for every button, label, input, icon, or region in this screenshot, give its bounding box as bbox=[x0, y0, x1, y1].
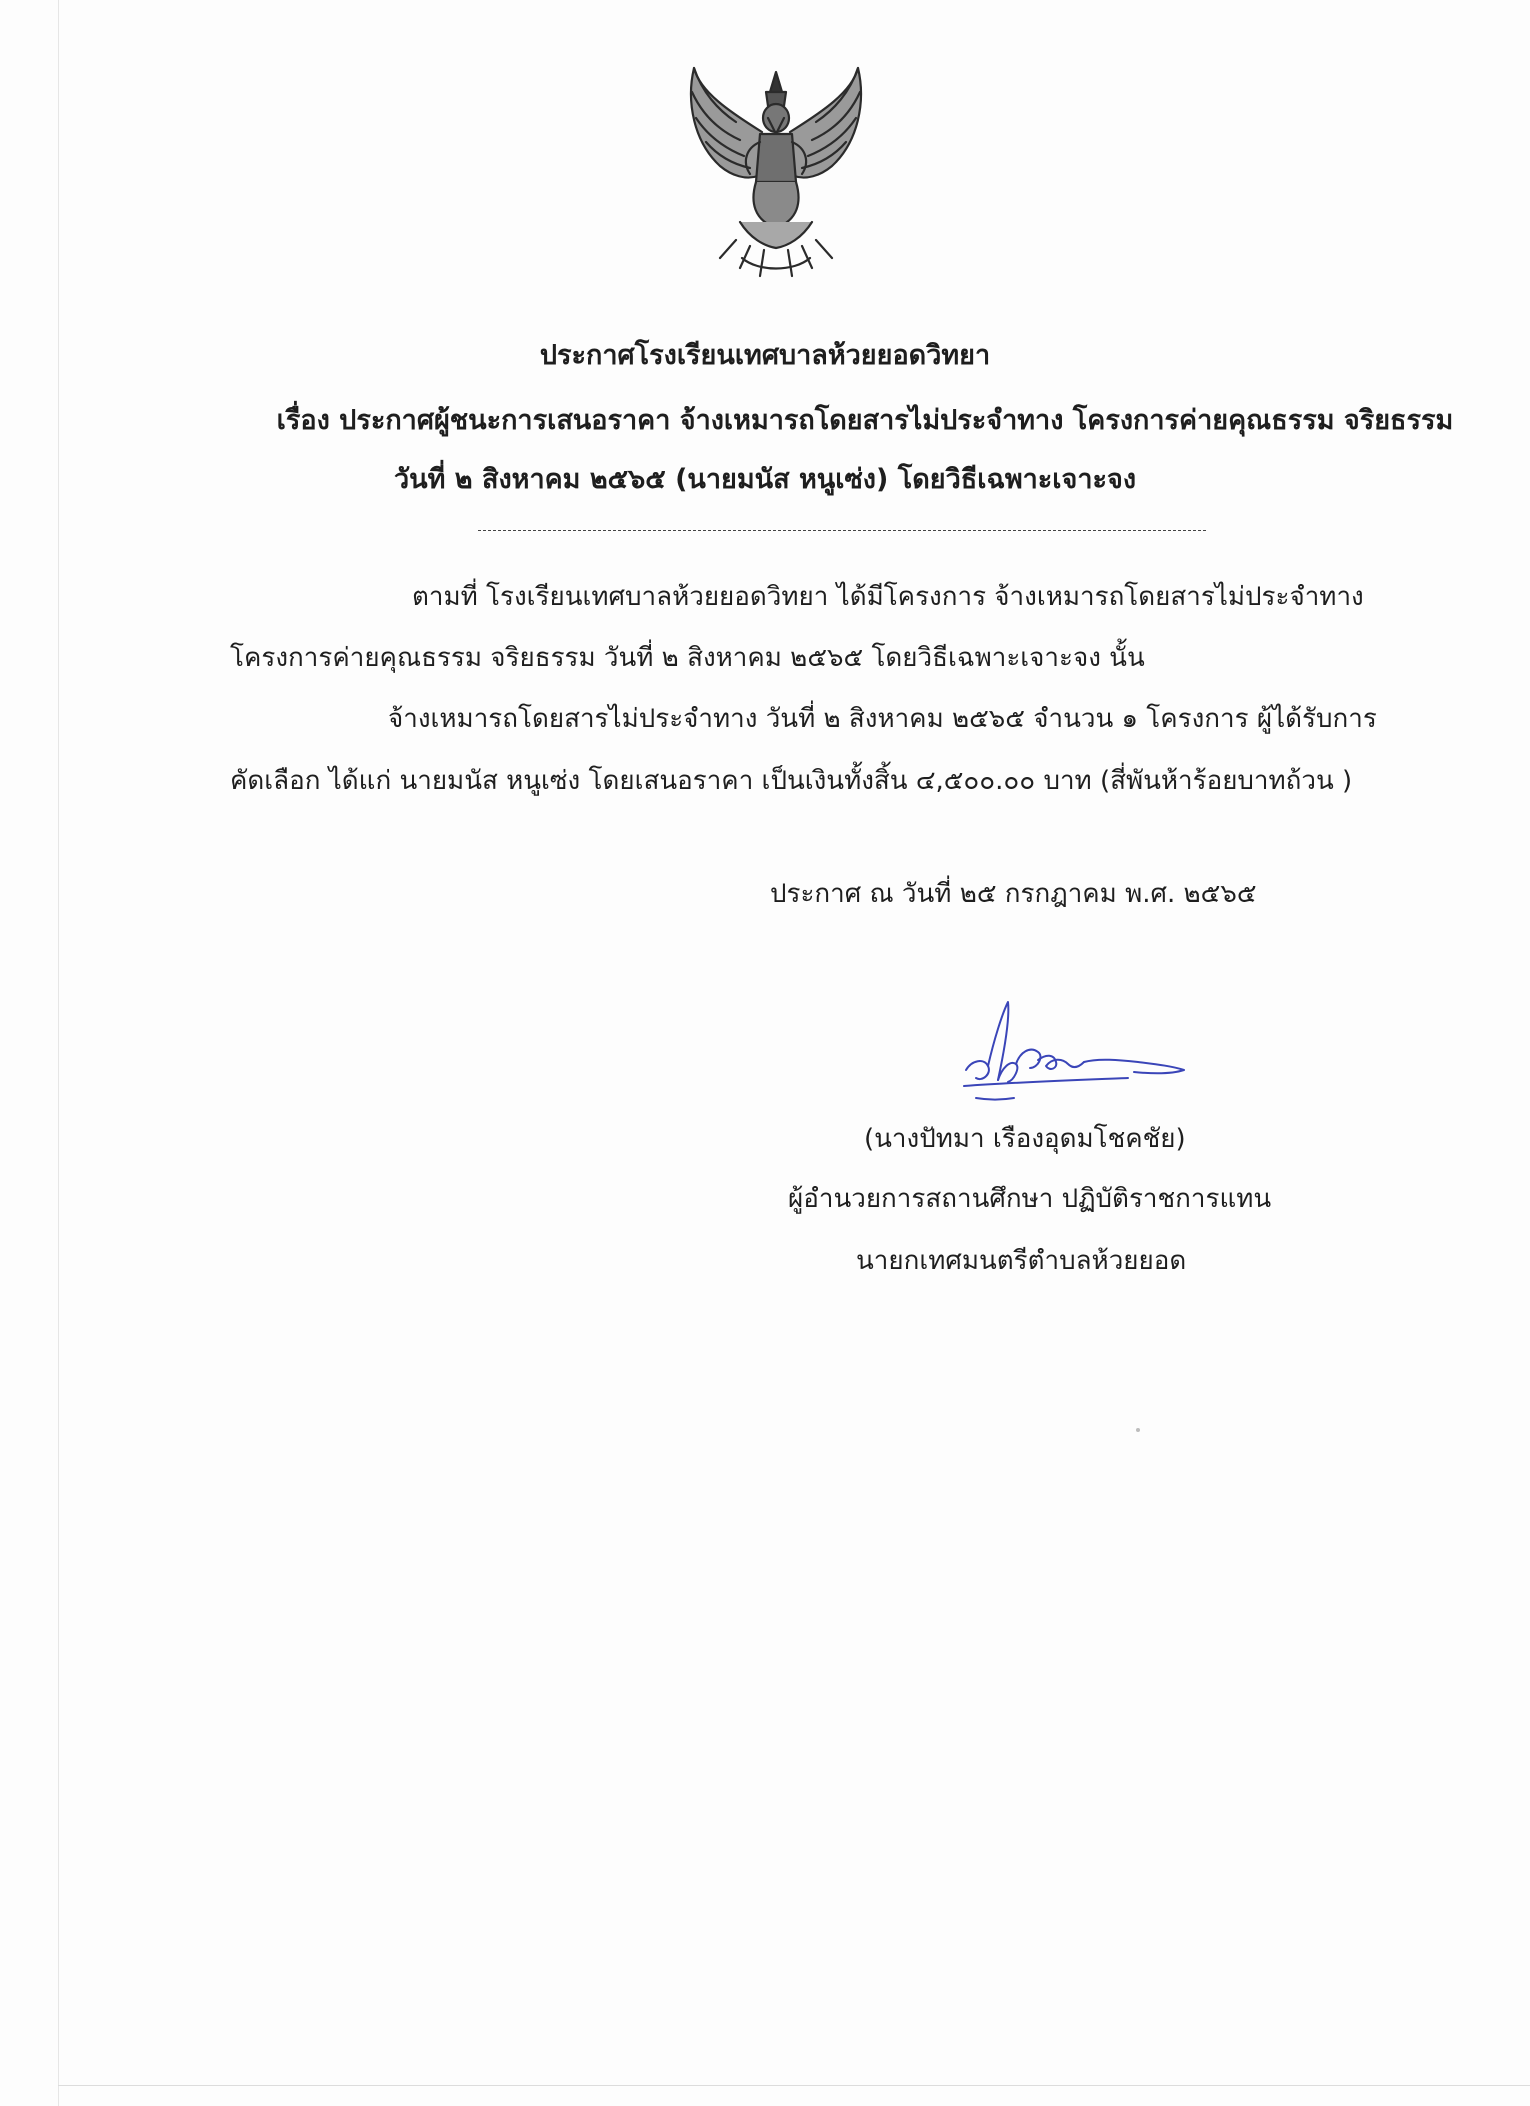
announcement-title: ประกาศโรงเรียนเทศบาลห้วยยอดวิทยา bbox=[539, 340, 991, 371]
scan-speck bbox=[1136, 1428, 1140, 1432]
subject-date-line: วันที่ ๒ สิงหาคม ๒๕๖๕ (นายมนัส หนูเซ่ง) โดยวิธีเฉพาะเจาะจง bbox=[393, 464, 1137, 495]
paragraph-2-line-1: จ้างเหมารถโดยสารไม่ประจำทาง วันที่ ๒ สิงหาคม ๒๕๖๕ จำนวน ๑ โครงการ ผู้ได้รับการ bbox=[388, 704, 1377, 734]
paragraph-1-line-1: ตามที่ โรงเรียนเทศบาลห้วยยอดวิทยา ได้มีโครงการ จ้างเหมารถโดยสารไม่ประจำทาง bbox=[412, 582, 1364, 612]
paragraph-1-line-2: โครงการค่ายคุณธรรม จริยธรรม วันที่ ๒ สิงหาคม ๒๕๖๕ โดยวิธีเฉพาะเจาะจง นั้น bbox=[230, 643, 1145, 673]
signatory-on-behalf-of: นายกเทศมนตรีตำบลห้วยยอด bbox=[856, 1246, 1187, 1276]
garuda-emblem-icon bbox=[680, 62, 872, 284]
dashed-divider bbox=[478, 530, 1206, 531]
page-left-edge bbox=[58, 0, 59, 2106]
page-bottom-edge bbox=[58, 2085, 1530, 2086]
handwritten-signature-icon bbox=[958, 1000, 1193, 1110]
paragraph-2-line-2: คัดเลือก ได้แก่ นายมนัส หนูเซ่ง โดยเสนอราคา เป็นเงินทั้งสิ้น ๔,๕๐๐.๐๐ บาท (สี่พันห้าร้อยบาทถ้วน ) bbox=[230, 766, 1353, 796]
signatory-name: (นางปัทมา เรืองอุดมโชคชัย) bbox=[864, 1124, 1186, 1154]
announcement-subject: เรื่อง ประกาศผู้ชนะการเสนอราคา จ้างเหมารถโดยสารไม่ประจำทาง โครงการค่ายคุณธรรม จริยธรรม bbox=[276, 405, 1454, 436]
signatory-position: ผู้อำนวยการสถานศึกษา ปฏิบัติราชการแทน bbox=[788, 1184, 1272, 1214]
announcement-date: ประกาศ ณ วันที่ ๒๕ กรกฎาคม พ.ศ. ๒๕๖๕ bbox=[770, 879, 1257, 909]
